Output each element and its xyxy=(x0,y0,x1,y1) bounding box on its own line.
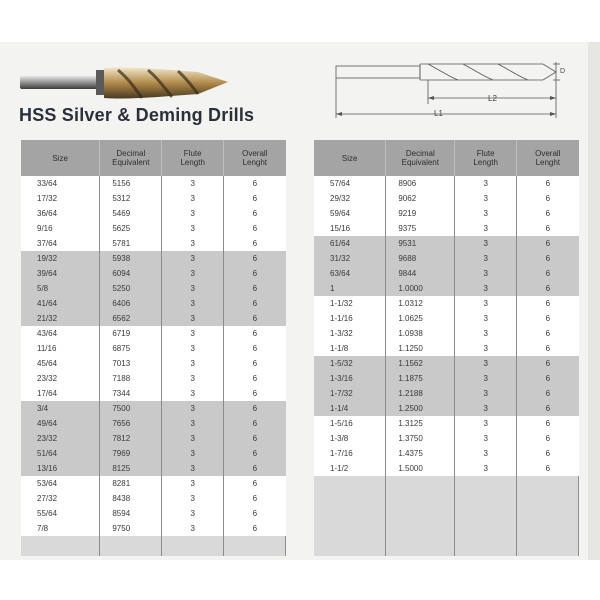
flute-length-cell: 3 xyxy=(455,266,517,281)
decimal-equivalent-cell: 6094 xyxy=(100,266,162,281)
overall-length-cell: 6 xyxy=(224,371,286,386)
table-row xyxy=(21,281,286,296)
flute-length-cell: 3 xyxy=(455,356,517,371)
flute-length-cell: 3 xyxy=(455,191,517,206)
decimal-equivalent-cell: 1.4375 xyxy=(386,446,455,461)
flute-length-column-header: Flute Length xyxy=(455,140,517,176)
blank-cell xyxy=(386,476,455,556)
size-cell: 1-3/16 xyxy=(314,371,386,386)
size-cell: 13/16 xyxy=(21,461,100,476)
overall-length-cell: 6 xyxy=(517,251,579,266)
flute-length-cell: 3 xyxy=(162,446,224,461)
table-row xyxy=(21,326,286,341)
drill-bit-illustration xyxy=(18,62,238,104)
overall-length-cell: 6 xyxy=(224,491,286,506)
size-cell: 21/32 xyxy=(21,311,100,326)
flute-length-cell: 3 xyxy=(162,221,224,236)
size-cell: 37/64 xyxy=(21,236,100,251)
table-row xyxy=(21,311,286,326)
table-row xyxy=(314,266,579,281)
size-cell: 31/32 xyxy=(314,251,386,266)
flute-length-cell: 3 xyxy=(162,341,224,356)
overall-length-cell: 6 xyxy=(517,356,579,371)
flute-length-cell: 3 xyxy=(162,476,224,491)
size-cell: 39/64 xyxy=(21,266,100,281)
flute-length-cell: 3 xyxy=(162,356,224,371)
table-header-row xyxy=(314,140,579,176)
flute-length-cell: 3 xyxy=(455,176,517,191)
decimal-equivalent-cell: 8906 xyxy=(386,176,455,191)
drill-dimension-diagram xyxy=(328,58,573,120)
table-row xyxy=(21,446,286,461)
drill-spec-table-body xyxy=(21,176,286,556)
size-cell: 63/64 xyxy=(314,266,386,281)
decimal-equivalent-cell: 9062 xyxy=(386,191,455,206)
size-cell: 3/4 xyxy=(21,401,100,416)
flute-length-cell: 3 xyxy=(455,311,517,326)
decimal-equivalent-cell: 5781 xyxy=(100,236,162,251)
table-row xyxy=(21,176,286,191)
size-cell: 57/64 xyxy=(314,176,386,191)
size-cell: 23/32 xyxy=(21,431,100,446)
size-cell: 23/32 xyxy=(21,371,100,386)
flute-length-cell: 3 xyxy=(162,296,224,311)
table-row xyxy=(314,176,579,191)
blank-cell xyxy=(100,536,162,556)
decimal-equivalent-cell: 5625 xyxy=(100,221,162,236)
overall-length-cell: 6 xyxy=(517,401,579,416)
diameter-dimension-label: D xyxy=(560,68,566,75)
size-cell: 53/64 xyxy=(21,476,100,491)
flute-length-cell: 3 xyxy=(162,416,224,431)
table-row xyxy=(314,191,579,206)
flute-length-cell: 3 xyxy=(162,431,224,446)
overall-length-cell: 6 xyxy=(517,446,579,461)
size-cell: 1-1/4 xyxy=(314,401,386,416)
flute-length-cell: 3 xyxy=(162,191,224,206)
decimal-equivalent-cell: 9844 xyxy=(386,266,455,281)
decimal-equivalent-cell: 1.2188 xyxy=(386,386,455,401)
overall-length-cell: 6 xyxy=(517,191,579,206)
decimal-equivalent-cell: 1.2500 xyxy=(386,401,455,416)
size-cell: 41/64 xyxy=(21,296,100,311)
drill-spec-table-right xyxy=(314,140,579,556)
flute-length-cell: 3 xyxy=(162,266,224,281)
size-cell: 9/16 xyxy=(21,221,100,236)
table-row xyxy=(314,206,579,221)
l2-dimension-label: L2 xyxy=(488,94,497,103)
blank-cell xyxy=(162,536,224,556)
size-cell: 49/64 xyxy=(21,416,100,431)
decimal-equivalent-cell: 1.1875 xyxy=(386,371,455,386)
decimal-equivalent-cell: 9688 xyxy=(386,251,455,266)
decimal-equivalent-cell: 7812 xyxy=(100,431,162,446)
blank-cell xyxy=(314,476,386,556)
blank-cell xyxy=(517,476,579,556)
flute-length-cell: 3 xyxy=(162,176,224,191)
overall-length-cell: 6 xyxy=(224,341,286,356)
decimal-equivalent-cell: 7500 xyxy=(100,401,162,416)
overall-length-cell: 6 xyxy=(517,341,579,356)
decimal-equivalent-cell: 1.5000 xyxy=(386,461,455,476)
table-row xyxy=(21,386,286,401)
flute-length-cell: 3 xyxy=(162,386,224,401)
table-row xyxy=(314,356,579,371)
flute-length-cell: 3 xyxy=(455,341,517,356)
size-cell: 1-3/8 xyxy=(314,431,386,446)
size-cell: 59/64 xyxy=(314,206,386,221)
overall-length-cell: 6 xyxy=(517,236,579,251)
overall-length-cell: 6 xyxy=(517,296,579,311)
decimal-equivalent-cell: 6562 xyxy=(100,311,162,326)
overall-length-cell: 6 xyxy=(517,221,579,236)
flute-length-cell: 3 xyxy=(455,296,517,311)
decimal-equivalent-cell: 1.0000 xyxy=(386,281,455,296)
flute-length-cell: 3 xyxy=(455,446,517,461)
size-cell: 7/8 xyxy=(21,521,100,536)
decimal-equivalent-cell: 6875 xyxy=(100,341,162,356)
table-row xyxy=(314,386,579,401)
decimal-equivalent-cell: 1.3750 xyxy=(386,431,455,446)
decimal-equivalent-column-header: Decimal Equivalent xyxy=(386,140,455,176)
overall-length-cell: 6 xyxy=(224,461,286,476)
size-cell: 33/64 xyxy=(21,176,100,191)
flute-length-cell: 3 xyxy=(162,521,224,536)
overall-length-cell: 6 xyxy=(224,386,286,401)
overall-length-cell: 6 xyxy=(224,266,286,281)
overall-length-cell: 6 xyxy=(224,506,286,521)
overall-length-cell: 6 xyxy=(224,206,286,221)
flute-length-cell: 3 xyxy=(455,386,517,401)
table-row xyxy=(21,251,286,266)
size-cell: 1-5/16 xyxy=(314,416,386,431)
flute-length-cell: 3 xyxy=(455,221,517,236)
table-row xyxy=(21,506,286,521)
size-cell: 1-1/32 xyxy=(314,296,386,311)
overall-length-cell: 6 xyxy=(224,476,286,491)
flute-length-cell: 3 xyxy=(162,371,224,386)
table-row xyxy=(314,431,579,446)
table-row xyxy=(21,491,286,506)
table-header-row xyxy=(21,140,286,176)
decimal-equivalent-cell: 6406 xyxy=(100,296,162,311)
overall-length-cell: 6 xyxy=(224,326,286,341)
decimal-equivalent-cell: 9531 xyxy=(386,236,455,251)
size-cell: 17/32 xyxy=(21,191,100,206)
overall-length-cell: 6 xyxy=(517,206,579,221)
flute-length-cell: 3 xyxy=(455,206,517,221)
decimal-equivalent-cell: 8125 xyxy=(100,461,162,476)
decimal-equivalent-cell: 1.0312 xyxy=(386,296,455,311)
overall-length-cell: 6 xyxy=(224,431,286,446)
flute-length-cell: 3 xyxy=(162,311,224,326)
table-blank-row xyxy=(314,476,579,556)
flute-length-cell: 3 xyxy=(162,506,224,521)
decimal-equivalent-cell: 5250 xyxy=(100,281,162,296)
size-cell: 29/32 xyxy=(314,191,386,206)
table-row xyxy=(21,221,286,236)
size-cell: 1-7/32 xyxy=(314,386,386,401)
table-row xyxy=(21,476,286,491)
decimal-equivalent-cell: 7188 xyxy=(100,371,162,386)
flute-length-cell: 3 xyxy=(162,461,224,476)
size-cell: 61/64 xyxy=(314,236,386,251)
size-cell: 1-1/8 xyxy=(314,341,386,356)
size-cell: 1-3/32 xyxy=(314,326,386,341)
table-row xyxy=(314,461,579,476)
flute-length-cell: 3 xyxy=(162,206,224,221)
decimal-equivalent-cell: 7656 xyxy=(100,416,162,431)
size-cell: 19/32 xyxy=(21,251,100,266)
flute-length-cell: 3 xyxy=(455,326,517,341)
decimal-equivalent-cell: 8438 xyxy=(100,491,162,506)
decimal-equivalent-cell: 9750 xyxy=(100,521,162,536)
table-row xyxy=(21,371,286,386)
table-row xyxy=(314,281,579,296)
blank-cell xyxy=(455,476,517,556)
decimal-equivalent-cell: 7969 xyxy=(100,446,162,461)
table-row xyxy=(21,521,286,536)
size-cell: 1-1/2 xyxy=(314,461,386,476)
table-row xyxy=(314,341,579,356)
flute-length-cell: 3 xyxy=(455,236,517,251)
decimal-equivalent-cell: 9219 xyxy=(386,206,455,221)
size-cell: 36/64 xyxy=(21,206,100,221)
overall-length-cell: 6 xyxy=(517,371,579,386)
flute-length-cell: 3 xyxy=(455,401,517,416)
l1-dimension-label: L1 xyxy=(434,109,443,118)
table-row xyxy=(21,296,286,311)
table-row xyxy=(21,236,286,251)
overall-length-column-header: Overall Lenght xyxy=(224,140,286,176)
decimal-equivalent-cell: 5312 xyxy=(100,191,162,206)
flute-length-cell: 3 xyxy=(162,281,224,296)
decimal-equivalent-cell: 5938 xyxy=(100,251,162,266)
table-row xyxy=(314,326,579,341)
table-row xyxy=(21,341,286,356)
overall-length-cell: 6 xyxy=(517,386,579,401)
table-row xyxy=(314,251,579,266)
table-row xyxy=(21,401,286,416)
overall-length-cell: 6 xyxy=(517,266,579,281)
overall-length-cell: 6 xyxy=(224,446,286,461)
size-cell: 27/32 xyxy=(21,491,100,506)
overall-length-cell: 6 xyxy=(224,401,286,416)
drill-spec-table-left xyxy=(21,140,286,556)
overall-length-cell: 6 xyxy=(224,176,286,191)
table-blank-row xyxy=(21,536,286,556)
overall-length-cell: 6 xyxy=(517,176,579,191)
flute-length-cell: 3 xyxy=(455,371,517,386)
table-row xyxy=(21,431,286,446)
flute-length-cell: 3 xyxy=(162,236,224,251)
decimal-equivalent-cell: 7013 xyxy=(100,356,162,371)
overall-length-cell: 6 xyxy=(517,461,579,476)
decimal-equivalent-cell: 1.1562 xyxy=(386,356,455,371)
size-cell: 1-7/16 xyxy=(314,446,386,461)
overall-length-cell: 6 xyxy=(224,191,286,206)
decimal-equivalent-cell: 1.3125 xyxy=(386,416,455,431)
flute-length-cell: 3 xyxy=(455,281,517,296)
table-row xyxy=(314,311,579,326)
decimal-equivalent-cell: 8594 xyxy=(100,506,162,521)
decimal-equivalent-cell: 5469 xyxy=(100,206,162,221)
overall-length-cell: 6 xyxy=(224,221,286,236)
table-row xyxy=(21,416,286,431)
table-row xyxy=(21,206,286,221)
table-row xyxy=(21,461,286,476)
overall-length-cell: 6 xyxy=(224,311,286,326)
size-cell: 1-1/16 xyxy=(314,311,386,326)
size-cell: 51/64 xyxy=(21,446,100,461)
overall-length-cell: 6 xyxy=(517,416,579,431)
flute-length-cell: 3 xyxy=(162,251,224,266)
table-row xyxy=(21,356,286,371)
overall-length-cell: 6 xyxy=(224,251,286,266)
size-cell: 1 xyxy=(314,281,386,296)
table-row xyxy=(314,401,579,416)
decimal-equivalent-column-header: Decimal Equivalent xyxy=(100,140,162,176)
flute-length-cell: 3 xyxy=(455,431,517,446)
overall-length-cell: 6 xyxy=(224,416,286,431)
overall-length-cell: 6 xyxy=(517,281,579,296)
flute-length-cell: 3 xyxy=(162,401,224,416)
overall-length-cell: 6 xyxy=(224,236,286,251)
blank-cell xyxy=(21,536,100,556)
overall-length-cell: 6 xyxy=(224,356,286,371)
decimal-equivalent-cell: 1.0938 xyxy=(386,326,455,341)
size-column-header: Size xyxy=(21,140,100,176)
overall-length-cell: 6 xyxy=(224,281,286,296)
decimal-equivalent-cell: 7344 xyxy=(100,386,162,401)
flute-length-cell: 3 xyxy=(162,491,224,506)
table-row xyxy=(314,446,579,461)
decimal-equivalent-cell: 1.0625 xyxy=(386,311,455,326)
decimal-equivalent-cell: 1.1250 xyxy=(386,341,455,356)
overall-length-cell: 6 xyxy=(517,326,579,341)
flute-length-cell: 3 xyxy=(162,326,224,341)
drill-spec-table-body xyxy=(314,176,579,556)
decimal-equivalent-cell: 5156 xyxy=(100,176,162,191)
table-row xyxy=(314,416,579,431)
blank-cell xyxy=(224,536,286,556)
overall-length-cell: 6 xyxy=(517,311,579,326)
size-cell: 1-5/32 xyxy=(314,356,386,371)
table-row xyxy=(314,371,579,386)
table-row xyxy=(314,296,579,311)
size-cell: 55/64 xyxy=(21,506,100,521)
overall-length-column-header: Overall Lenght xyxy=(517,140,579,176)
flute-length-column-header: Flute Length xyxy=(162,140,224,176)
flute-length-cell: 3 xyxy=(455,416,517,431)
page-edge-strip xyxy=(588,42,600,560)
table-row xyxy=(314,221,579,236)
table-row xyxy=(21,266,286,281)
decimal-equivalent-cell: 8281 xyxy=(100,476,162,491)
overall-length-cell: 6 xyxy=(224,296,286,311)
size-cell: 5/8 xyxy=(21,281,100,296)
size-cell: 11/16 xyxy=(21,341,100,356)
overall-length-cell: 6 xyxy=(224,521,286,536)
flute-length-cell: 3 xyxy=(455,461,517,476)
size-cell: 45/64 xyxy=(21,356,100,371)
overall-length-cell: 6 xyxy=(517,431,579,446)
table-row xyxy=(314,236,579,251)
size-column-header: Size xyxy=(314,140,386,176)
decimal-equivalent-cell: 9375 xyxy=(386,221,455,236)
flute-length-cell: 3 xyxy=(455,251,517,266)
decimal-equivalent-cell: 6719 xyxy=(100,326,162,341)
table-row xyxy=(21,191,286,206)
size-cell: 43/64 xyxy=(21,326,100,341)
size-cell: 15/16 xyxy=(314,221,386,236)
catalog-title: HSS Silver & Deming Drills xyxy=(19,105,255,125)
size-cell: 17/64 xyxy=(21,386,100,401)
